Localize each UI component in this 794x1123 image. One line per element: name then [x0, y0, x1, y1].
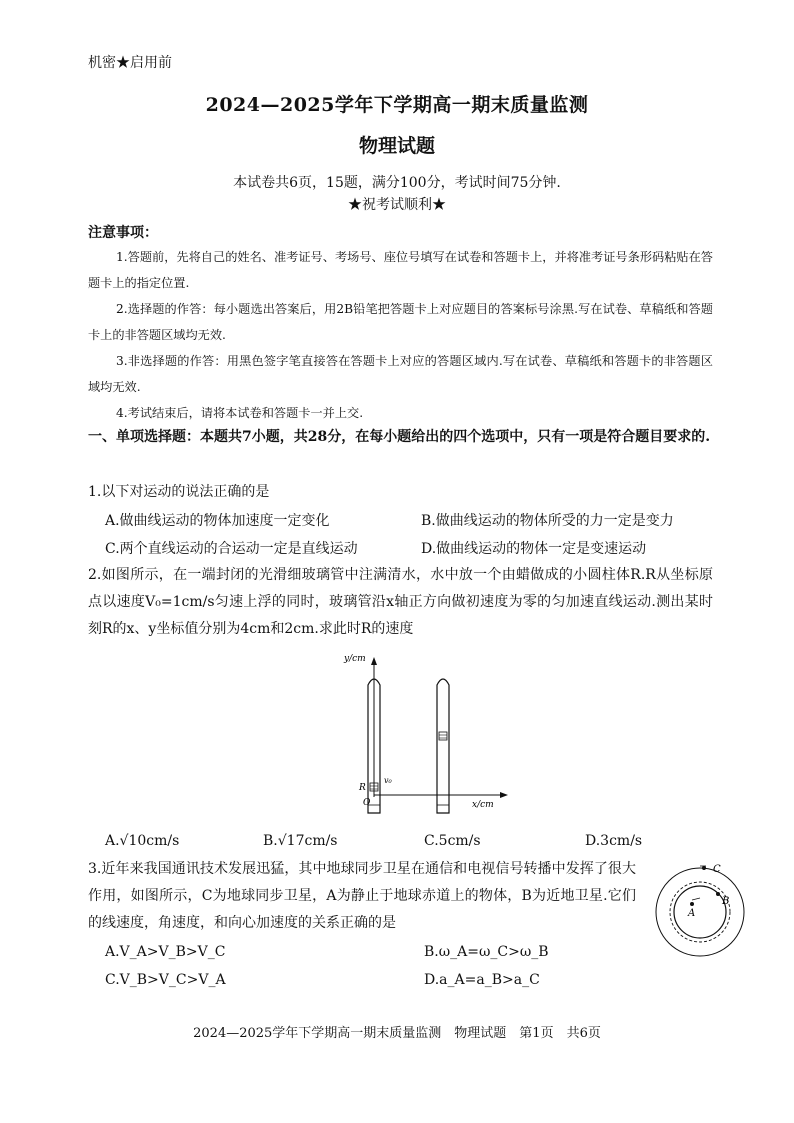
subject-title: 物理试题 — [358, 135, 435, 157]
q2-option-b: B.√17cm/s — [263, 833, 338, 849]
q1-option-b: B.做曲线运动的物体所受的力一定是变力 — [421, 513, 674, 529]
q3-orbit-figure — [648, 856, 752, 960]
notes-heading: 注意事项： — [88, 225, 158, 241]
q2-option-c: C.5cm/s — [424, 833, 481, 849]
q3-option-d: D.a_A=a_B>a_C — [424, 972, 540, 988]
label-a: A — [688, 908, 696, 919]
label-c: C — [713, 864, 721, 875]
good-luck-line: ★祝考试顺利★ — [348, 197, 446, 213]
q2-tube-figure — [340, 645, 520, 825]
label-b: B — [722, 896, 730, 907]
q3-option-c: C.V_B>V_C>V_A — [105, 972, 226, 988]
q3-stem: 3.近年来我国通讯技术发展迅猛，其中地球同步卫星在通信和电视信号转播中发挥了很大作用，如图所示，C为地球同步卫星，A为静止于地球赤道上的物体，B为近地卫星.它们的线速度，角速度，和向心加速度的关系正确的是 — [88, 861, 636, 931]
q1-option-c: C.两个直线运动的合运动一定是直线运动 — [105, 541, 358, 557]
note-item-2: 2.选择题的作答：每小题选出答案后，用2B铅笔把答题卡上对应题目的答案标号涂黑.写在试卷、草稿纸和答题卡上的非答题区域均无效. — [88, 302, 713, 342]
note-item-1: 1.答题前，先将自己的姓名、准考证号、考场号、座位号填写在试卷和答题卡上，并将准考证号条形码粘贴在答题卡上的指定位置. — [88, 250, 713, 290]
note-item-3: 3.非选择题的作答：用黑色签字笔直接答在答题卡上对应的答题区域内.写在试卷、草稿纸和答题卡的非答题区域均无效. — [88, 354, 713, 394]
x-axis-label: x/cm — [472, 800, 494, 810]
q2-option-a: A.√10cm/s — [105, 833, 180, 849]
origin-label: O — [363, 798, 371, 808]
q1-option-a: A.做曲线运动的物体加速度一定变化 — [105, 513, 330, 529]
section-1-heading: 一、单项选择题：本题共7小题，共28分，在每小题给出的四个选项中，只有一项是符合题目要求的. — [88, 429, 711, 445]
page-footer: 2024—2025学年下学期高一期末质量监测 物理试题 第1页 共6页 — [193, 1026, 601, 1041]
q1-stem: 1.以下对运动的说法正确的是 — [88, 484, 270, 500]
r-label: R — [359, 783, 366, 793]
v0-label: v₀ — [384, 776, 392, 785]
q2-stem: 2.如图所示，在一端封闭的光滑细玻璃管中注满清水，水中放一个由蜡做成的小圆柱体R.R从坐标原点以速度V₀=1cm/s匀速上浮的同时，玻璃管沿x轴正方向做初速度为零的匀加速直线运动.测出某时刻R的x、y坐标值分别为4cm和2cm.求此时R的速度 — [88, 567, 713, 637]
q2-option-d: D.3cm/s — [585, 833, 643, 849]
exam-title: 2024—2025学年下学期高一期末质量监测 — [205, 94, 589, 116]
exam-info: 本试卷共6页，15题，满分100分，考试时间75分钟. — [233, 175, 561, 191]
note-item-4: 4.考试结束后，请将本试卷和答题卡一并上交. — [116, 406, 364, 420]
y-axis-label: y/cm — [344, 654, 366, 664]
q3-option-b: B.ω_A=ω_C>ω_B — [424, 944, 549, 960]
q3-option-a: A.V_A>V_B>V_C — [105, 944, 226, 960]
q1-option-d: D.做曲线运动的物体一定是变速运动 — [421, 541, 647, 557]
confidential-mark: 机密★启用前 — [88, 55, 172, 71]
